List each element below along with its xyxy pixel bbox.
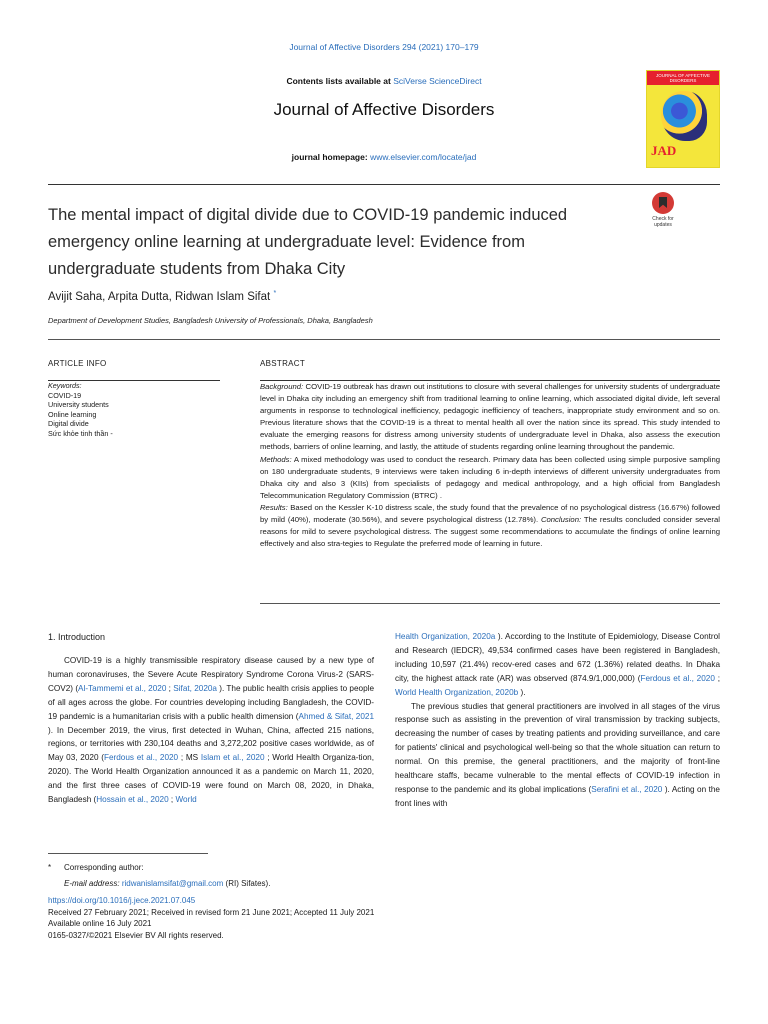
conclusion-label: Conclusion:	[540, 515, 582, 525]
body-text: COVID-19 is a highly transmissible respiratory disease caused by a new type of human coronaviruses, the Severe Acute Respiratory Syndrome Corona Virus-2 (SARS-COV2) (	[48, 656, 374, 693]
body-text: ;	[166, 683, 174, 693]
received-dates: Received 27 February 2021; Received in revised form 21 June 2021; Accepted 11 July 2021	[48, 907, 375, 917]
citation-link[interactable]: World	[175, 795, 197, 805]
intro-paragraph-continued	[395, 630, 720, 700]
body-text: ). Acting on the front lines with	[395, 784, 720, 808]
footnote-rule	[48, 853, 208, 854]
intro-paragraph	[48, 654, 374, 807]
keyword-item: University students	[48, 400, 109, 410]
journal-cover-image[interactable]	[646, 70, 720, 168]
email-suffix: (RI) Sifates).	[225, 879, 271, 888]
keywords-label: Keywords:	[48, 381, 82, 390]
body-text: ; MS	[178, 753, 201, 763]
body-text: ). According to the Institute of Epidemiology, Disease Control and Research (IEDCR), 49,534 confirmed cases have been registered in Bangladesh, including 10,597 (21.4%) recov-ered cases and 672 (1.36%) related deaths. In Dhaka city, the highest attack rate (AR) was observed (874.9/1,000,000) (	[395, 632, 720, 683]
citation-link[interactable]: Health Organization, 2020a	[395, 632, 496, 641]
homepage-link[interactable]: www.elsevier.com/locate/jad	[370, 152, 477, 162]
citation-link[interactable]: Ahmed & Sifat, 2021	[298, 711, 375, 721]
body-text: ; World Health Organiza-tion, 2020). The World Health Organization announced it as a pandemic on March 11, 2020, and the first three cases of COVID-19 were found on March 08, 2020, in Dhaka, Bangladesh (	[48, 753, 374, 805]
bookmark-icon	[652, 192, 674, 214]
article-info-heading: ARTICLE INFO	[48, 359, 107, 368]
conclusion-text: The results concluded consider several reasons for mild to severe psychological distress. The suggest some recommendations to accumulate the findings of online learning effectively and also stra-tegies to Regulate the preferred mode of learning in future.	[260, 515, 720, 549]
footnote-mark: *	[48, 863, 52, 872]
homepage-label: journal homepage:	[291, 152, 368, 162]
cover-logo: JAD	[651, 143, 677, 158]
methods-text: A mixed methodology was used to conduct the research. Primary data has been collected using simple purposive sampling on 180 undergraduate students, 9 interviews were taken including 6 in-depth interviews of different university undergraduates from Dhaka city and also 3 (KIIs) from specialists of pedagogy and medical anthropology, and a high official from Bangladesh Telecommunication Regulatory Commission (BTRC) .	[260, 454, 720, 500]
body-text: ). In December 2019, the virus, first detected in Wuhan, China, affected 215 nations, regions, or territories with 230,104 deaths and 3,272,202 positive cases worldwide, as of May 03, 2020 (	[48, 725, 374, 763]
body-text: ;	[714, 673, 720, 683]
cover-header-text: JOURNAL OF AFFECTIVE DISORDERS	[647, 71, 719, 85]
abstract-text	[260, 381, 720, 550]
journal-title: Journal of Affective Disorders	[273, 100, 495, 119]
citation-link[interactable]: Sifat, 2020a	[173, 683, 217, 693]
sciencedirect-link[interactable]: SciVerse ScienceDirect	[393, 76, 482, 86]
section-divider	[48, 339, 720, 340]
citation-link[interactable]: Al-Tammemi et al., 2020	[78, 683, 167, 693]
abstract-background	[260, 381, 720, 454]
keyword-item: COVID-19	[48, 390, 82, 400]
body-column-left	[48, 654, 374, 807]
footnote	[48, 860, 270, 892]
check-updates-label: Check for updates	[652, 216, 674, 228]
running-head[interactable]: Journal of Affective Disorders 294 (2021) 170–179	[289, 42, 479, 52]
abstract-bottom-rule	[260, 603, 720, 604]
background-text: COVID-19 outbreak has drawn out institutions to closure with several challenges for university students of undergraduate level in Dhaka city including an emergency shift from traditional learning to online learning, which associated digital divide, left several arguments in response to technological inefficiency, pedagogic inefficiency of teachers, inappropriate study environment and so on. Previous literature shows that the COVID-19 is a threat to mental health all over the nation since its spread. This study intended to evaluate the emerging reasons for distress among university students of undergraduate level in Dhaka, also assess the execution methods, barriers of online learning, and lastly, the attitude of students regarding online learning throughout the pandemic.	[260, 382, 721, 452]
keyword-item: Digital divide	[48, 419, 89, 429]
header-divider	[48, 184, 720, 185]
article-history	[48, 895, 374, 941]
intro-paragraph	[395, 700, 720, 811]
citation-link[interactable]: Hossain et al., 2020	[96, 795, 169, 805]
authors-text: Avijit Saha, Arpita Dutta, Ridwan Islam Sifat	[48, 290, 271, 303]
keywords-block	[48, 381, 218, 439]
citation-link[interactable]: Islam et al., 2020	[200, 753, 265, 763]
body-text: ).	[518, 687, 526, 697]
results-label: Results:	[260, 502, 288, 512]
citation-link[interactable]: World Health Organization, 2020b	[395, 687, 519, 697]
copyright: 0165-0327/©2021 Elsevier BV All rights reserved.	[48, 930, 224, 940]
abstract-heading: ABSTRACT	[260, 359, 306, 368]
contents-prefix: Contents lists available at	[286, 76, 391, 86]
doi-link[interactable]: https://doi.org/10.1016/j.jece.2021.07.045	[48, 896, 196, 905]
online-date: Available online 16 July 2021	[48, 919, 152, 928]
keyword-item: Online learning	[48, 409, 97, 419]
body-column-right	[395, 630, 720, 811]
check-for-updates-button[interactable]	[648, 192, 678, 232]
body-text: The previous studies that general practitioners are involved in all stages of the virus response such as assisting in the prevention of viral transmission by tracking subjects, decreasing the number of cases by treating patients and providing surveillance, and care for patients' clinical and psychological well-being so that the whole situation can return to normal. On this premise, the general practitioners, and the majority of front-line healthcare staffs, became vulnerable to the mental effects of COVID-19 infection in response to the pandemic and its global implications (	[395, 701, 720, 794]
corresponding-label: Corresponding author:	[64, 863, 144, 872]
cover-brain-illustration	[661, 91, 707, 141]
article-title: The mental impact of digital divide due to COVID-19 pandemic induced emergency online learning at undergraduate level: Evidence from undergraduate students from Dhaka City	[48, 206, 568, 278]
introduction-heading: 1. Introduction	[48, 632, 106, 642]
corresponding-author-note	[48, 860, 270, 876]
email-link[interactable]: ridwanislamsifat@gmail.com	[121, 879, 224, 888]
abstract-methods	[260, 454, 720, 502]
abstract-results	[260, 502, 720, 550]
author-list	[48, 290, 276, 303]
affiliation: Department of Development Studies, Bangladesh University of Professionals, Dhaka, Bangladesh	[48, 316, 373, 325]
body-text: ;	[168, 795, 176, 805]
body-text: ). The public health crisis applies to people of all ages across the globe. For countries developing including Bangladesh, the COVID-19 pandemic is a humanitarian crisis with a public health dimension (	[48, 683, 375, 721]
citation-link[interactable]: Ferdous et al., 2020	[640, 673, 715, 683]
keyword-item: Sức khỏe tinh thần -	[48, 428, 113, 438]
email-label: E-mail address:	[64, 879, 120, 888]
citation-link[interactable]: Ferdous et al., 2020	[103, 753, 179, 763]
email-line	[48, 876, 270, 892]
background-label: Background:	[260, 382, 304, 391]
results-text: Based on the Kessler K-10 distress scale, the study found that the prevalence of no psychological distress (16.67%) followed by mild (40%), moderate (30.56%), and severe psychological distress (12.78%).	[260, 502, 720, 525]
citation-link[interactable]: Serafini et al., 2020	[591, 784, 663, 794]
methods-label: Methods:	[260, 454, 292, 464]
corresponding-author-mark[interactable]: *	[273, 290, 277, 297]
